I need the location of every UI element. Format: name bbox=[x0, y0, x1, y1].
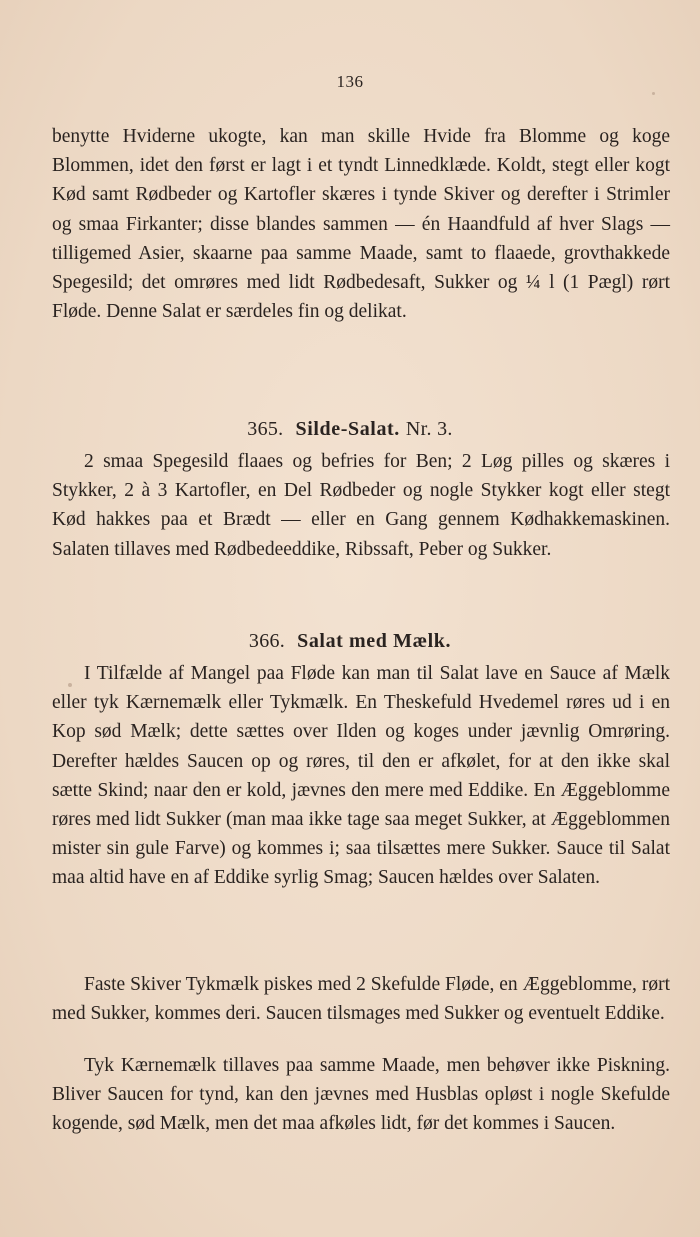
section-365-heading bbox=[0, 418, 700, 441]
section-366-paragraph-3: Tyk Kærnemælk tillaves paa samme Maade, men behøver ikke Piskning. Bliver Saucen for tynd, kan den jævnes med Husblas opløst i nogle Skefulde kogende, sød Mælk, men det maa afkøles lidt, før det kommes i Saucen. bbox=[52, 1055, 670, 1135]
section-365-title: Silde-Salat. bbox=[295, 418, 400, 440]
section-366-title: Salat med Mælk. bbox=[297, 630, 452, 652]
section-365-number: 365. bbox=[247, 418, 284, 440]
section-365-subtitle: Nr. 3. bbox=[405, 418, 453, 440]
section-366-paragraph-2: Faste Skiver Tykmælk piskes med 2 Skefulde Fløde, en Æggeblomme, rørt med Sukker, kommes deri. Saucen tilsmages med Sukker og eventuelt Eddike. bbox=[52, 974, 670, 1025]
paper-speck bbox=[652, 92, 655, 95]
page-number: 136 bbox=[336, 72, 364, 91]
paper-speck bbox=[68, 683, 72, 687]
section-366-heading bbox=[0, 630, 700, 653]
section-366-number: 366. bbox=[248, 630, 286, 652]
intro-paragraph: benytte Hviderne ukogte, kan man skille Hvide fra Blomme og koge Blommen, idet den først er lagt i et tyndt Linnedklæde. Koldt, stegt eller kogt Kød samt Rødbeder og Kartofler skæres i tynde Skiver og derefter i Strimler og smaa Firkanter; disse blandes sammen — én Haandfuld af hver Slags — tilligemed Asier, skaarne paa samme Maade, samt to flaaede, grovthakkede Spegesild; det omrøres med lidt Rødbedesaft, Sukker og ¼ l (1 Pægl) rørt Fløde. Denne Salat er særdeles fin og delikat. bbox=[52, 126, 670, 323]
section-366-paragraph-1: I Tilfælde af Mangel paa Fløde kan man til Salat lave en Sauce af Mælk eller tyk Kærnemælk eller Tykmælk. En Theskefuld Hvedemel røres ud i en Kop sød Mælk; dette sættes over Ilden og koges under jævnlig Omrøring. Derefter hældes Saucen op og røres, til den er afkølet, for at den ikke skal sætte Skind; naar den er kold, jævnes den mere med Eddike. En Æggeblomme røres med lidt Sukker (man maa ikke tage saa meget Sukker, at Æggeblommen mister sin gule Farve) og kommes i; saa tilsættes mere Sukker. Sauce til Salat maa altid have en af Eddike syrlig Smag; Saucen hældes over Salaten. bbox=[52, 663, 670, 889]
section-365-paragraph: 2 smaa Spegesild flaaes og befries for Ben; 2 Løg pilles og skæres i Stykker, 2 à 3 Kartofler, en Del Rødbeder og nogle Stykker kogt eller stegt Kød hakkes paa et Brædt — eller en Gang gennem Kødhakkemaskinen. Salaten tillaves med Rødbedeeddike, Ribssaft, Peber og Sukker. bbox=[52, 451, 670, 560]
